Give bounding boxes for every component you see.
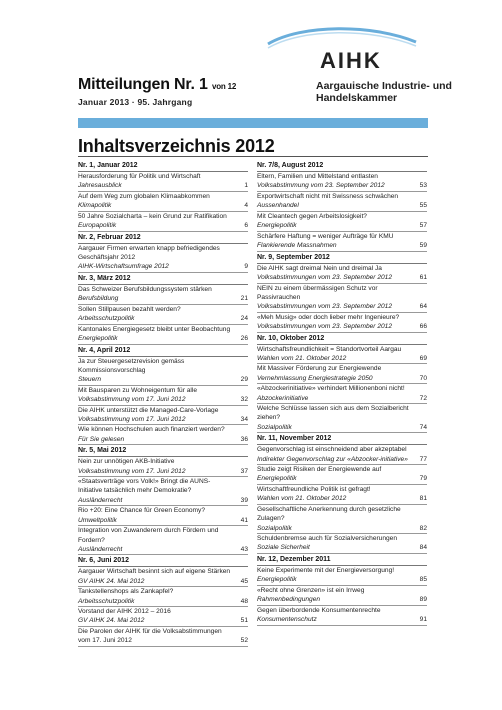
article-title: Die AIHK sagt dreimal Nein und dreimal Ja [257, 264, 382, 272]
toc-entry[interactable] [257, 264, 427, 284]
article-category: Klimapolitik [78, 202, 112, 210]
organization-name-line1: Aargauische Industrie- und [316, 80, 452, 92]
toc-entry[interactable] [78, 386, 248, 406]
article-category: Volksabstimmung vom 17. Juni 2012 [78, 395, 186, 403]
toc-entry[interactable] [257, 404, 427, 433]
page-number: 81 [419, 495, 427, 503]
article-title: Aargauer Firmen erwarten knapp befriedigendes Geschäftsjahr 2012 [78, 244, 220, 261]
page-number: 82 [419, 524, 427, 532]
page-number: 24 [240, 314, 248, 322]
aihk-logo [262, 22, 422, 82]
article-title: Rio +20: Eine Chance für Green Economy? [78, 507, 206, 515]
article-title: Die Parolen der AIHK für die Volksabstimmungen vom 17. Juni 2012 [78, 628, 222, 645]
article-title: Integration von Zuwanderern durch Fördern und Fordern? [78, 527, 219, 544]
publication-header [78, 76, 236, 107]
toc-entry[interactable] [78, 357, 248, 386]
article-category: Sozialpolitik [257, 524, 292, 532]
page-number: 37 [240, 467, 248, 475]
header-accent-bar [78, 118, 428, 128]
page-number: 52 [240, 637, 248, 645]
toc-entry[interactable] [257, 566, 427, 586]
toc-entry[interactable] [78, 192, 248, 212]
page-number: 59 [419, 241, 427, 249]
article-title: Sollen Stillpausen bezahlt werden? [78, 305, 181, 313]
article-category: Energiepolitik [257, 475, 297, 483]
toc-entry[interactable] [78, 305, 248, 325]
article-title: Gesellschaftliche Anerkennung durch gesetzliche Zulagen? [257, 506, 401, 523]
article-title: Keine Experimente mit der Energieversorgung! [257, 567, 395, 575]
article-title: Ja zur Steuergesetzrevision gemäss Kommissionsvorschlag [78, 357, 185, 374]
article-title: Vorstand der AIHK 2012 – 2016 [78, 608, 171, 616]
article-category: Konsumentenschutz [257, 616, 317, 624]
article-title: Aargauer Wirtschaft besinnt sich auf eigene Stärken [78, 568, 231, 576]
page-number: 29 [240, 375, 248, 383]
page-number: 41 [240, 516, 248, 524]
page-number: 4 [244, 202, 248, 210]
document-title: Inhaltsverzeichnis 2012 [78, 136, 275, 156]
article-category: Volksabstimmung vom 23. September 2012 [257, 182, 385, 190]
article-category: Berufsbildung [78, 295, 119, 303]
toc-entry[interactable] [78, 325, 248, 345]
toc-entry[interactable] [257, 485, 427, 505]
issue-heading: Nr. 12, Dezember 2011 [257, 554, 427, 566]
article-category: Für Sie gelesen [78, 435, 125, 443]
article-category: Abzockerinitiative [257, 394, 309, 402]
page-number: 74 [419, 423, 427, 431]
article-category: Volksabstimmungen vom 23. September 2012 [257, 302, 393, 310]
page-number: 53 [419, 182, 427, 190]
toc-entry[interactable] [257, 172, 427, 192]
article-category: Ausländerrecht [78, 496, 123, 504]
article-title: Tankstellenshops als Zankapfel? [78, 588, 174, 596]
page-number: 77 [419, 455, 427, 463]
toc-column-left [78, 160, 248, 647]
article-title: «Recht ohne Grenzen» ist ein Irrweg [257, 587, 365, 595]
page-number: 43 [240, 545, 248, 553]
article-category: AIHK-Wirtschaftsumfrage 2012 [78, 263, 169, 271]
article-category: Energiepolitik [78, 334, 118, 342]
article-category: Flankierende Massnahmen [257, 241, 337, 249]
page-number: 69 [419, 354, 427, 362]
article-title: Nein zur unnötigen AKB-Initiative [78, 458, 175, 466]
page-number: 89 [419, 596, 427, 604]
article-title: Wirtschaftsfreundlichkeit = Standortvorteil Aargau [257, 345, 402, 353]
article-category: GV AIHK 24. Mai 2012 [78, 577, 145, 585]
toc-entry[interactable] [78, 457, 248, 477]
article-category: Rahmenbedingungen [257, 596, 321, 604]
toc-entry[interactable] [257, 232, 427, 252]
page-number: 34 [240, 415, 248, 423]
article-category: Jahresausblick [78, 182, 122, 190]
toc-entry[interactable] [78, 285, 248, 305]
organization-name [316, 80, 452, 104]
toc-entry[interactable] [78, 607, 248, 627]
toc-entry[interactable] [78, 627, 248, 647]
article-title: Das Schweizer Berufsbildungssystem stärken [78, 285, 212, 293]
page-number: 48 [240, 597, 248, 605]
issue-heading: Nr. 2, Februar 2012 [78, 232, 248, 244]
article-title: Schuldenbremse auch für Sozialversicherungen [257, 535, 398, 543]
article-title: Studie zeigt Risiken der Energiewende auf [257, 466, 382, 474]
page-number: 72 [419, 394, 427, 402]
page-number: 36 [240, 435, 248, 443]
article-title: Kantonales Energiegesetz bleibt unter Beobachtung [78, 325, 231, 333]
page-number: 70 [419, 374, 427, 382]
page-number: 21 [240, 295, 248, 303]
article-title: Mit Bausparen zu Wohneigentum für alle [78, 386, 197, 394]
toc-entry[interactable] [257, 534, 427, 554]
page-number: 1 [244, 182, 248, 190]
article-title: Wirtschaftfreundliche Politik ist gefragt! [257, 486, 371, 494]
publication-title [78, 76, 236, 94]
toc-entry[interactable] [257, 284, 427, 313]
toc-entry[interactable] [257, 505, 427, 534]
toc-entry[interactable] [78, 406, 248, 426]
article-category: Indirekter Gegenvorschlag zur «Abzocker-initiative» [257, 455, 408, 463]
article-category: Umweltpolitik [78, 516, 117, 524]
article-category: Volksabstimmungen vom 23. September 2012 [257, 322, 393, 330]
toc-entry[interactable] [257, 465, 427, 485]
page-number: 85 [419, 576, 427, 584]
article-category: Wahlen vom 21. Oktober 2012 [257, 354, 347, 362]
toc-entry[interactable] [257, 445, 427, 465]
page-number: 64 [419, 302, 427, 310]
toc-entry[interactable] [78, 526, 248, 555]
issue-heading: Nr. 3, März 2012 [78, 273, 248, 285]
page-number: 79 [419, 475, 427, 483]
article-title: «Meh Musig» oder doch lieber mehr Ingenieure? [257, 313, 400, 321]
article-title: «Abzockerinitiative» verhindert Millionenboni nicht! [257, 385, 405, 393]
issue-heading: Nr. 7/8, August 2012 [257, 160, 427, 172]
article-title: Exportwirtschaft nicht mit Swissness schwächen [257, 192, 399, 200]
page-number: 61 [419, 273, 427, 281]
toc-entry[interactable] [257, 192, 427, 212]
toc-entry[interactable] [257, 212, 427, 232]
page-number: 84 [419, 544, 427, 552]
toc-entry[interactable] [257, 606, 427, 626]
article-title: Auf dem Weg zum globalen Klimaabkommen [78, 192, 210, 200]
page-number: 91 [419, 616, 427, 624]
title-divider [78, 156, 428, 157]
toc-entry[interactable] [78, 477, 248, 506]
page-number: 57 [419, 222, 427, 230]
article-category: Ausländerrecht [78, 545, 123, 553]
article-title: Mit Massiver Förderung zur Energiewende [257, 365, 382, 373]
toc-entry[interactable] [257, 364, 427, 384]
article-category: Aussenhandel [257, 202, 299, 210]
organization-name-line2: Handelskammer [316, 92, 398, 104]
article-title: Welche Schlüsse lassen sich aus dem Sozialbericht ziehen? [257, 405, 409, 422]
article-category: Soziale Sicherheit [257, 544, 310, 552]
issue-heading: Nr. 6, Juni 2012 [78, 555, 248, 567]
toc-entry[interactable] [78, 172, 248, 192]
issue-heading: Nr. 4, April 2012 [78, 345, 248, 357]
page-number: 26 [240, 334, 248, 342]
toc-entry[interactable] [78, 212, 248, 232]
article-title: 50 Jahre Sozialcharta – kein Grund zur Ratifikation [78, 212, 227, 220]
article-category: Arbeitsschutzpolitik [78, 314, 135, 322]
page-number: 32 [240, 395, 248, 403]
page-number: 66 [419, 322, 427, 330]
article-title: NEIN zu einem übermässigen Schutz vor Passivrauchen [257, 284, 378, 301]
toc-entry[interactable] [78, 567, 248, 587]
article-title: Gegen überbordende Konsumentenrechte [257, 606, 381, 614]
article-title: Herausforderung für Politik und Wirtschaft [78, 173, 201, 180]
page-number: 45 [240, 577, 248, 585]
article-category: GV AIHK 24. Mai 2012 [78, 617, 145, 625]
article-category: Volksabstimmung vom 17. Juni 2012 [78, 415, 186, 423]
article-category: Volksabstimmungen vom 23. September 2012 [257, 273, 393, 281]
issue-heading: Nr. 1, Januar 2012 [78, 160, 248, 172]
article-title: Schärfere Haftung = weniger Aufträge für KMU [257, 232, 394, 240]
article-category: Sozialpolitik [257, 423, 292, 431]
publication-title-text: Mitteilungen Nr. 1 [78, 76, 208, 93]
page-number: 51 [240, 617, 248, 625]
issue-heading: Nr. 9, September 2012 [257, 252, 427, 264]
publication-date: Januar 2013 · 95. Jahrgang [78, 97, 193, 107]
article-category: Arbeitsschutzpolitik [78, 597, 135, 605]
issue-heading: Nr. 5, Mai 2012 [78, 445, 248, 457]
article-category: Europapolitik [78, 222, 117, 230]
article-category: Energiepolitik [257, 576, 297, 584]
issue-heading: Nr. 11, November 2012 [257, 433, 427, 445]
article-title: Die AIHK unterstützt die Managed-Care-Vorlage [78, 406, 219, 414]
toc-entry[interactable] [78, 244, 248, 273]
article-title: Wie können Hochschulen auch finanziert werden? [78, 426, 225, 434]
toc-entry[interactable] [78, 587, 248, 607]
issue-heading: Nr. 10, Oktober 2012 [257, 333, 427, 345]
aihk-logo-text: AIHK [320, 48, 382, 73]
toc-entry[interactable] [78, 506, 248, 526]
toc-entry[interactable] [257, 586, 427, 606]
article-title: Eltern, Familien und Mittelstand entlasten [257, 173, 378, 180]
publication-issue-count: von 12 [212, 82, 237, 91]
toc-entry[interactable] [257, 384, 427, 404]
article-category: Vernehmlassung Energiestrategie 2050 [257, 374, 373, 382]
article-title: «Staatsverträge vors Volk!» Bringt die AUNS-Initiative tatsächlich mehr Demokratie? [78, 478, 211, 495]
article-category: Wahlen vom 21. Oktober 2012 [257, 495, 347, 503]
page-number: 39 [240, 496, 248, 504]
article-category: Volksabstimmung vom 17. Juni 2012 [78, 467, 186, 475]
article-category: Energiepolitik [257, 222, 297, 230]
page-number: 55 [419, 202, 427, 210]
page-number: 9 [244, 263, 248, 271]
toc-entry[interactable] [257, 345, 427, 365]
toc-entry[interactable] [78, 425, 248, 445]
article-category: Steuern [78, 375, 102, 383]
toc-column-right [257, 160, 427, 626]
article-title: Mit Cleantech gegen Arbeitslosigkeit? [257, 212, 367, 220]
article-title: Gegenvorschlag ist einschneidend aber akzeptabel [257, 446, 407, 454]
page-number: 6 [244, 222, 248, 230]
toc-entry[interactable] [257, 313, 427, 333]
